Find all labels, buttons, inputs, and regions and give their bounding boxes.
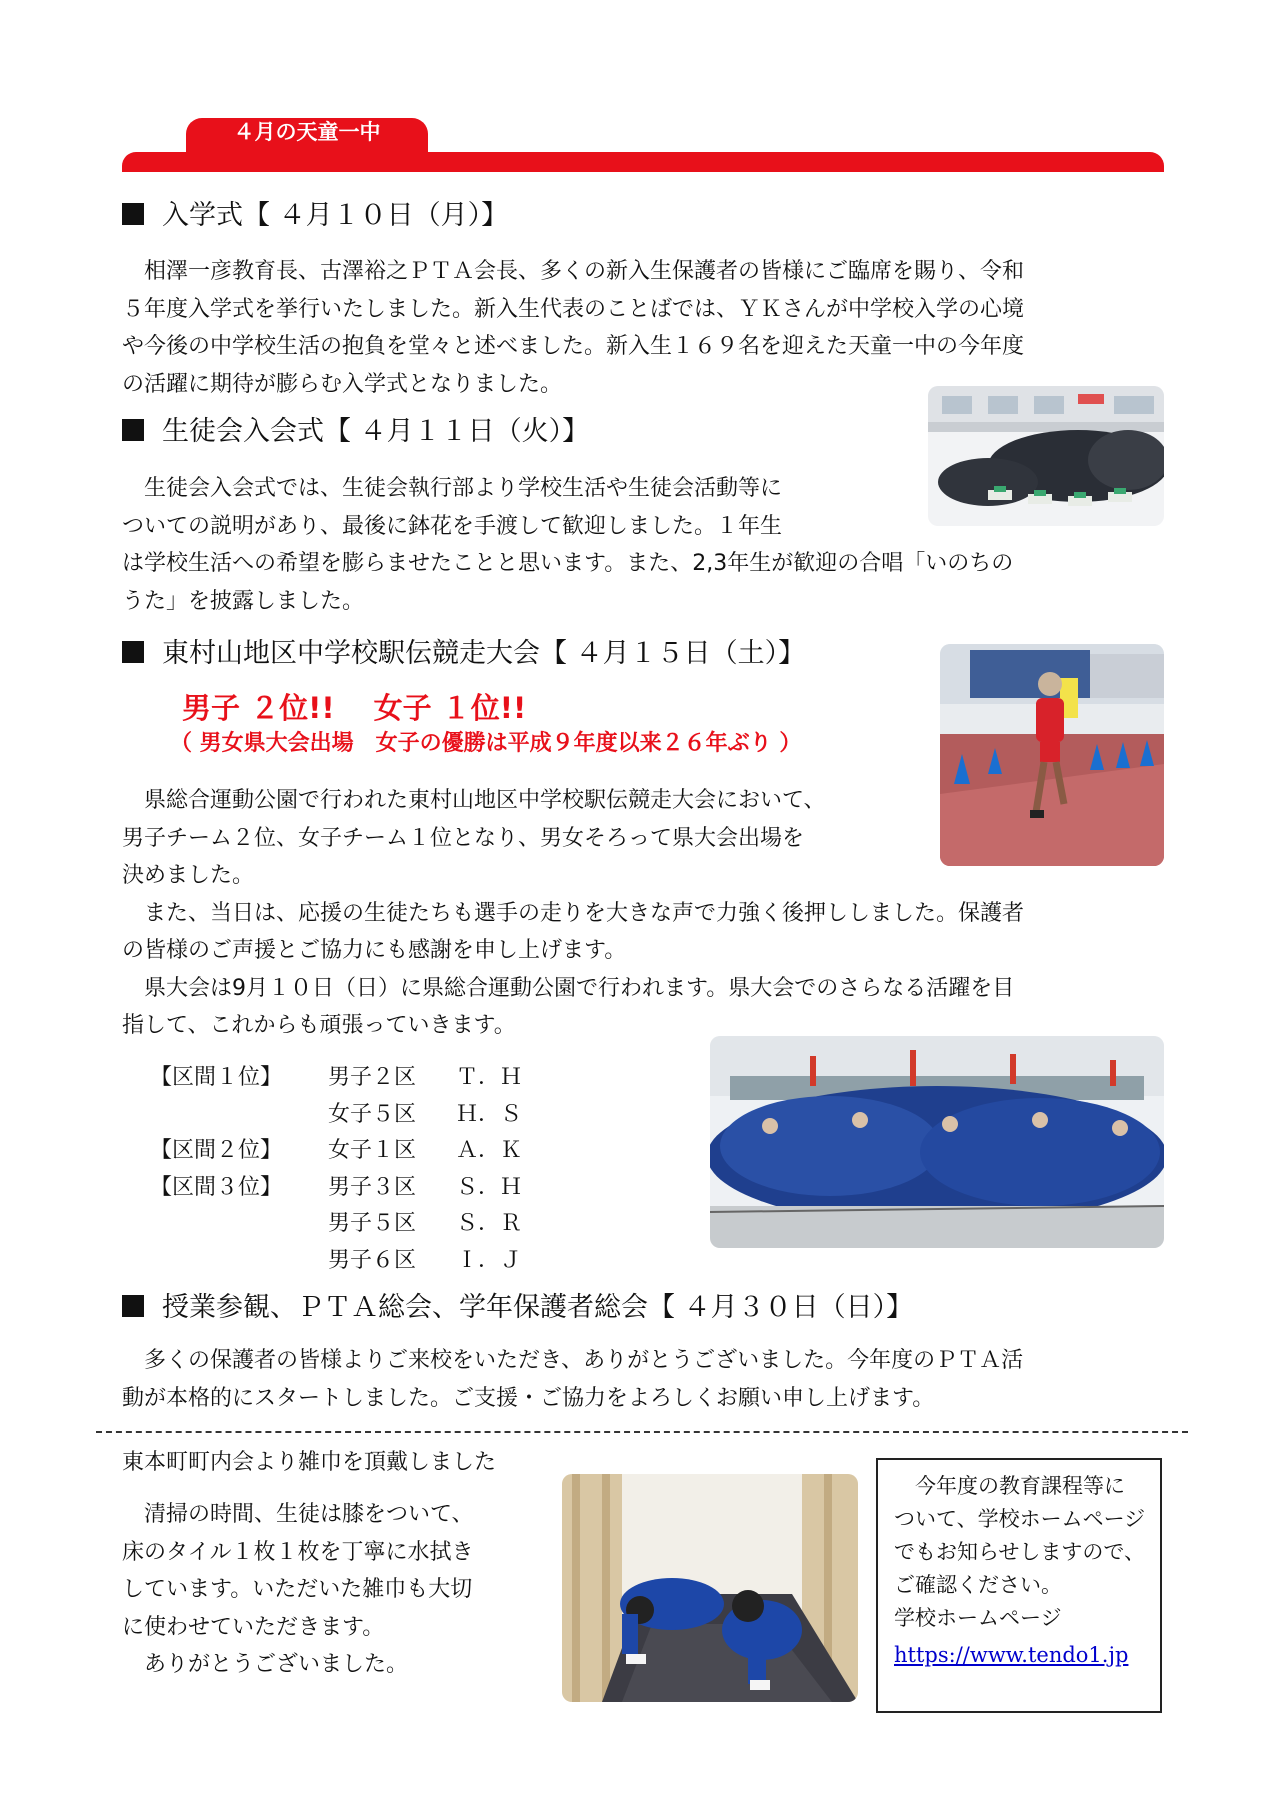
section-heading-relay: 東村山地区中学校駅伝競走大会【 ４月１５日（土）】 xyxy=(122,634,805,674)
section-divider xyxy=(96,1431,1188,1433)
relay-paragraph: 県総合運動公園で行われた東村山地区中学校駅伝競走大会において、 男子チーム２位、女子チーム１位となり、男女そろって県大会出場を 決めました。 また、当日は、応援の生徒たちも選手の走りを大きな声で力強く後押ししました。保護者 の皆様のご声援とご協力にも感謝を申し上げます。 県大会は9月１０日（日）に県総合運動公園で行われます。県大会でのさらなる活躍を目 指して、これからも頑張っていきます。 xyxy=(122,788,1025,1038)
ranking-row: 【区間３位】 男子３区 Ｓ．Ｈ xyxy=(150,1174,523,1200)
heading-square-icon xyxy=(122,419,144,441)
towel-title: 東本町町内会より雑巾を頂戴しました xyxy=(122,1450,497,1475)
heading-square-icon xyxy=(122,1295,144,1317)
heading-square-icon xyxy=(122,203,144,225)
pta-paragraph: 多くの保護者の皆様よりご来校をいただき、ありがとうございました。今年度のＰＴＡ活 動が本格的にスタートしました。ご支援・ご協力をよろしくお願い申し上げます。 xyxy=(122,1348,1024,1411)
cleaning-photo xyxy=(562,1474,858,1702)
entrance-paragraph: 相澤一彦教育長、古澤裕之ＰＴＡ会長、多くの新入生保護者の皆様にご臨席を賜り、令和 ５年度入学式を挙行いたしました。新入生代表のことばでは、ＹＫさんが中学校入学の心境 や今後の中学校生活の抱負を堂々と述べました。新入生１６９名を迎えた天童一中の今年度 の活躍に期待が膨らむ入学式となりました。 xyxy=(122,259,1025,397)
ranking-row: 【区間２位】 女子１区 Ａ．Ｋ xyxy=(150,1138,523,1163)
relay-result-note: （ 男女県大会出場 女子の優勝は平成９年度以来２６年ぶり ） xyxy=(170,731,802,756)
header-band xyxy=(122,152,1164,172)
ranking-row: 男子５区 Ｓ．Ｒ xyxy=(328,1211,523,1236)
ranking-row: 【区間１位】 男子２区 Ｔ．Ｈ xyxy=(150,1065,523,1090)
homepage-info-box: 今年度の教育課程等に ついて、学校ホームページ でもお知らせしますので、 ご確認ください。 学校ホームページ https://www.tendo1.jp xyxy=(876,1458,1162,1713)
relay-cheering-photo xyxy=(710,1036,1164,1248)
section-heading-entrance: 入学式【 ４月１０日（月）】 xyxy=(122,196,508,236)
section-heading-pta: 授業参観、ＰＴＡ総会、学年保護者総会【 ４月３０日（日）】 xyxy=(122,1288,913,1328)
heading-square-icon xyxy=(122,641,144,663)
relay-rankings xyxy=(150,1060,522,1279)
homepage-link[interactable]: https://www.tendo1.jp xyxy=(894,1643,1129,1667)
towel-paragraph: 清掃の時間、生徒は膝をついて、 床のタイル１枚１枚を丁寧に水拭き しています。いただいた雑巾も大切 に使わせていただきます。 ありがとうございました。 xyxy=(122,1502,474,1677)
ranking-row: 女子５区 Ｈ．Ｓ xyxy=(328,1101,523,1127)
student-council-paragraph: 生徒会入会式では、生徒会執行部より学校生活や生徒会活動等に ついての説明があり、最後に鉢花を手渡して歓迎しました。１年生 は学校生活への希望を膨らませたことと思います。また、2,3年生が歓迎の合唱「いのちの うた」を披露しました。 xyxy=(122,476,1014,614)
relay-result: 男子 ２位!! 女子 １位!! xyxy=(182,691,527,725)
ranking-row: 男子６区 Ｉ．Ｊ xyxy=(328,1247,523,1273)
section-heading-student-council: 生徒会入会式【 ４月１１日（火）】 xyxy=(122,412,589,452)
header-tab-label: ４月の天童一中 xyxy=(233,119,381,144)
